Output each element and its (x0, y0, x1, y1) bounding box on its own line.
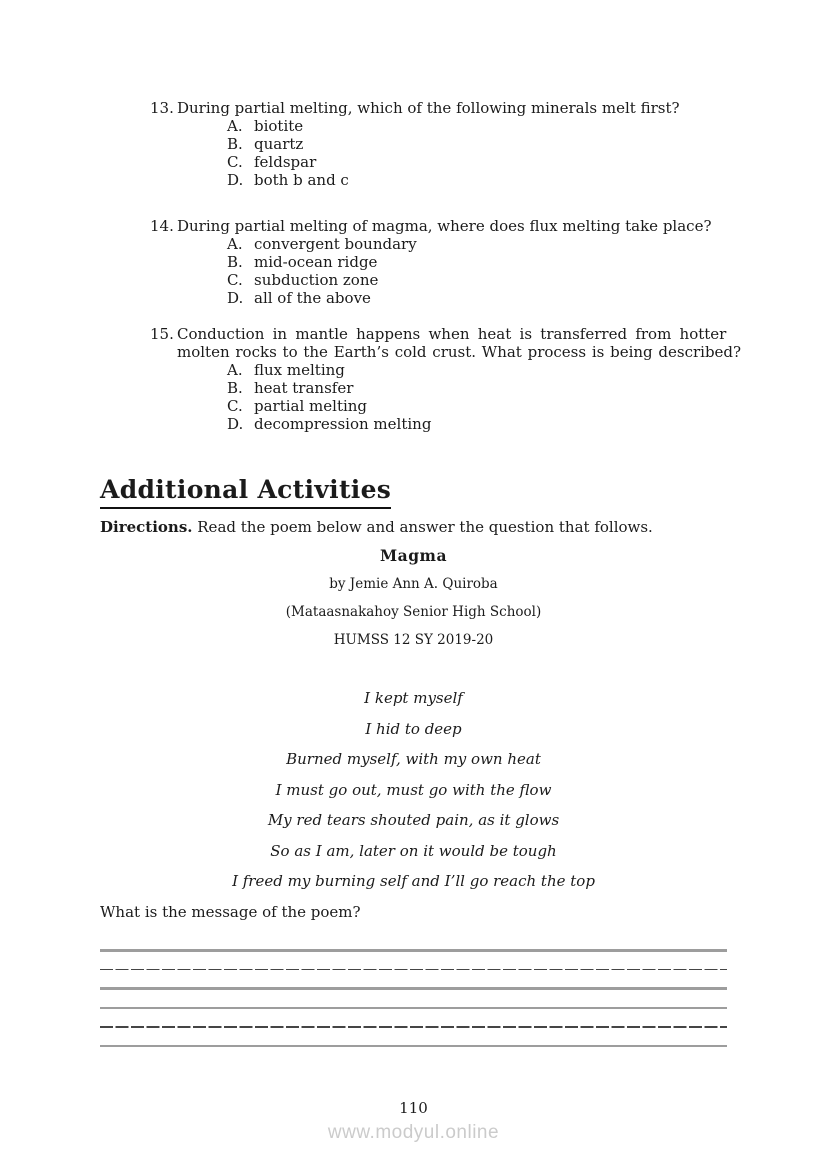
answer-line (100, 987, 727, 990)
option-text: both b and c (254, 171, 349, 189)
option-letter: A. (227, 235, 243, 253)
poem-line: Burned myself, with my own heat (286, 750, 541, 768)
poem-line: I hid to deep (365, 719, 462, 738)
option-text: convergent boundary (254, 235, 417, 253)
option-letter: C. (227, 271, 243, 289)
option-row (227, 271, 740, 289)
option-letter: C. (227, 397, 243, 415)
answer-line (100, 969, 727, 971)
question-number: 14. (150, 217, 174, 235)
option-text: feldspar (254, 153, 317, 171)
answer-line (100, 949, 727, 952)
poem-byline: by Jemie Ann A. Quiroba (329, 576, 498, 592)
poem-header (100, 548, 727, 648)
option-row (227, 379, 740, 397)
answer-line (100, 1045, 727, 1048)
option-text: quartz (254, 135, 304, 153)
option-letter: A. (227, 117, 243, 135)
option-row (227, 397, 740, 415)
section-heading (100, 475, 727, 509)
option-text: mid-ocean ridge (254, 253, 378, 271)
option-letter: D. (227, 289, 244, 307)
poem-line: My red tears shouted pain, as it glows (267, 811, 560, 829)
option-row (227, 361, 740, 379)
option-row (227, 171, 740, 189)
directions (100, 518, 727, 536)
question-text (177, 217, 740, 307)
option-row (227, 153, 740, 171)
option-row (227, 135, 740, 153)
option-letter: B. (227, 135, 243, 153)
question-number: 13. (150, 99, 174, 117)
question-line: During partial melting, which of the following minerals melt first? (177, 99, 680, 117)
page-number: 110 (399, 1099, 428, 1117)
poem-line: I kept myself (364, 689, 463, 707)
answer-line (100, 1007, 727, 1010)
poem-class-line: HUMSS 12 SY 2019-20 (333, 632, 494, 648)
option-row (227, 415, 740, 433)
question-text (177, 99, 740, 189)
question-line: molten rocks to the Earth’s cold crust. What process is being described? (177, 343, 742, 361)
poem-line: I must go out, must go with the flow (275, 780, 552, 799)
answer-line (100, 1026, 727, 1028)
poem-school: (Mataasnakahoy Senior High School) (285, 604, 542, 620)
option-text: flux melting (254, 361, 345, 379)
option-text: all of the above (254, 289, 371, 307)
watermark: www.modyul.online (327, 1122, 500, 1143)
question-prompt: What is the message of the poem? (100, 903, 361, 921)
poem-body (100, 690, 727, 889)
directions-label: Directions. (100, 518, 193, 536)
option-row (227, 289, 740, 307)
option-letter: D. (227, 415, 244, 433)
option-row (227, 117, 740, 135)
option-letter: B. (227, 253, 243, 271)
option-letter: A. (227, 361, 243, 379)
option-text: partial melting (254, 397, 368, 415)
section-heading-text: Additional Activities (100, 475, 391, 509)
question-14 (150, 217, 740, 307)
answer-lines (100, 949, 727, 1047)
option-letter: B. (227, 379, 243, 397)
directions-text: Read the poem below and answer the question that follows. (192, 518, 653, 536)
question-13 (150, 99, 740, 189)
question-text (177, 325, 740, 433)
question-line: During partial melting of magma, where does flux melting take place? (177, 217, 712, 235)
option-text: decompression melting (254, 415, 432, 433)
option-text: subduction zone (254, 271, 379, 289)
option-text: biotite (254, 117, 304, 135)
option-letter: C. (227, 153, 243, 171)
option-row (227, 253, 740, 271)
option-text: heat transfer (254, 379, 354, 397)
option-row (227, 235, 740, 253)
poem-line: So as I am, later on it would be tough (270, 841, 557, 860)
option-letter: D. (227, 171, 244, 189)
question-15 (150, 325, 740, 433)
question-number: 15. (150, 325, 174, 343)
poem-title: Magma (380, 546, 447, 565)
question-line: Conduction in mantle happens when heat is transferred from hotter (177, 325, 727, 343)
poem-line: I freed my burning self and I’ll go reach the top (232, 872, 595, 890)
